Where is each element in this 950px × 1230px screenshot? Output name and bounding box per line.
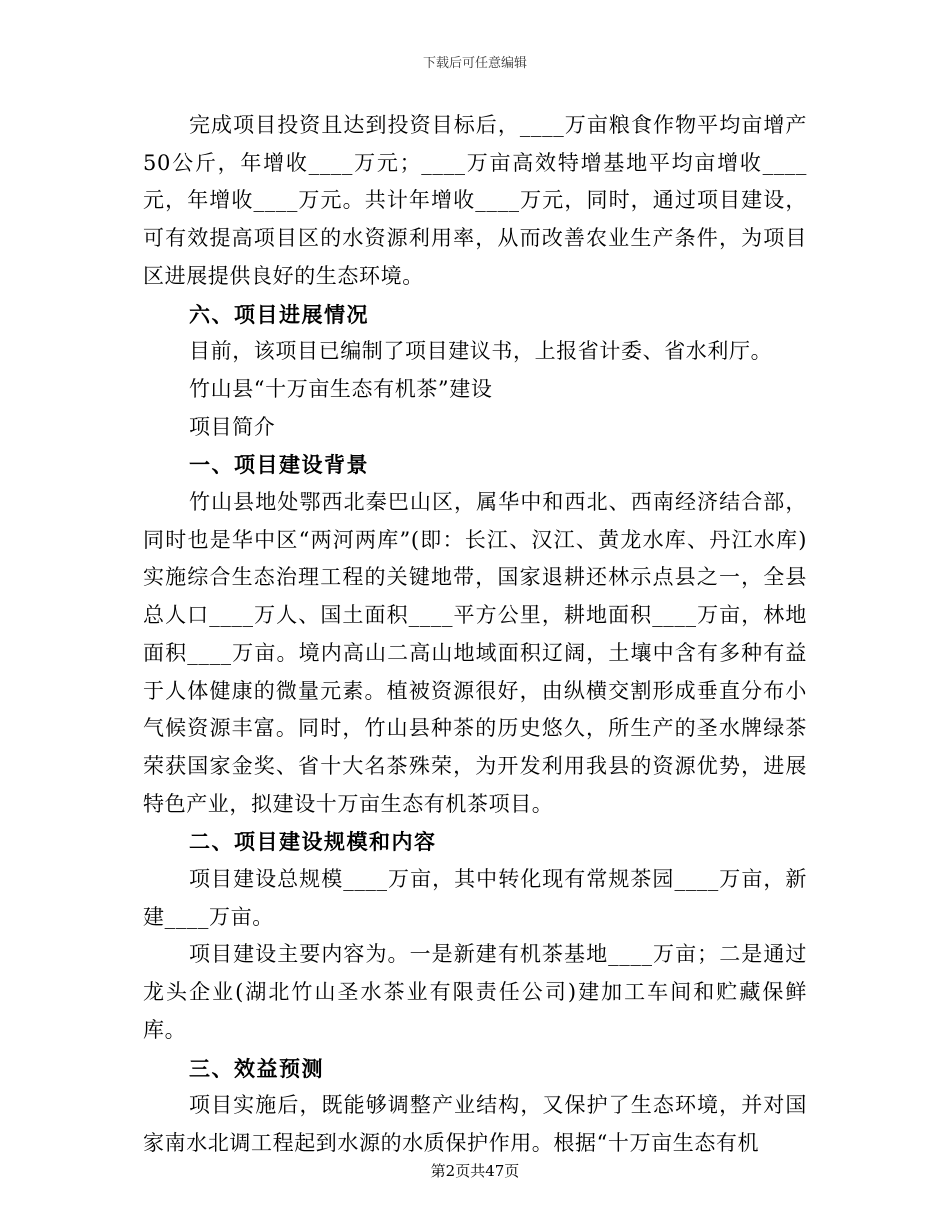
paragraph-benefit-summary: 完成项目投资且达到投资目标后，____万亩粮食作物平均亩增产50公斤，年增收____万元；____万亩高效特增基地平均亩增收____元，年增收____万元。共计年增收____万元，同时，通过项目建设，可有效提高项目区的水资源利用率，从而改善农业生产条件，为项目区进展提供良好的生态环境。	[143, 113, 807, 288]
paragraph-content: 项目建设主要内容为。一是新建有机茶基地____万亩；二是通过龙头企业(湖北竹山圣水茶业有限责任公司)建加工车间和贮藏保鲜库。	[143, 942, 807, 1042]
page-number-footer: 第2页共47页	[430, 1162, 520, 1180]
paragraph-progress: 目前，该项目已编制了项目建议书，上报省计委、省水利厅。	[189, 339, 773, 364]
document-body	[143, 107, 807, 1163]
paragraph-background: 竹山县地处鄂西北秦巴山区，属华中和西北、西南经济结合部，同时也是华中区“两河两库”(即：长江、汉江、黄龙水库、丹江水库)实施综合生态治理工程的关键地带，国家退耕还林示点县之一，全县总人口____万人、国土面积____平方公里，耕地面积____万亩，林地面积____万亩。境内高山二高山地域面积辽阔，土壤中含有多种有益于人体健康的微量元素。植被资源很好，由纵横交割形成垂直分布小气候资源丰富。同时，竹山县种茶的历史悠久，所生产的圣水牌绿茶荣获国家金奖、省十大名茶殊荣，为开发利用我县的资源优势，进展特色产业，拟建设十万亩生态有机茶项目。	[143, 490, 807, 816]
paragraph-scale: 项目建设总规模____万亩，其中转化现有常规茶园____万亩，新建____万亩。	[143, 867, 807, 929]
section-heading-forecast: 三、效益预测	[189, 1055, 324, 1081]
section-heading-progress: 六、项目进展情况	[189, 301, 369, 327]
project-title: 竹山县“十万亩生态有机茶”建设	[189, 376, 493, 401]
project-intro-label: 项目简介	[189, 414, 276, 439]
section-heading-background: 一、项目建设背景	[189, 452, 369, 478]
paragraph-forecast: 项目实施后，既能够调整产业结构，又保护了生态环境，并对国家南水北调工程起到水源的水质保护作用。根据“十万亩生态有机	[143, 1093, 807, 1155]
section-heading-scale: 二、项目建设规模和内容	[189, 829, 437, 855]
page-header: 下载后可任意编辑	[422, 56, 527, 71]
